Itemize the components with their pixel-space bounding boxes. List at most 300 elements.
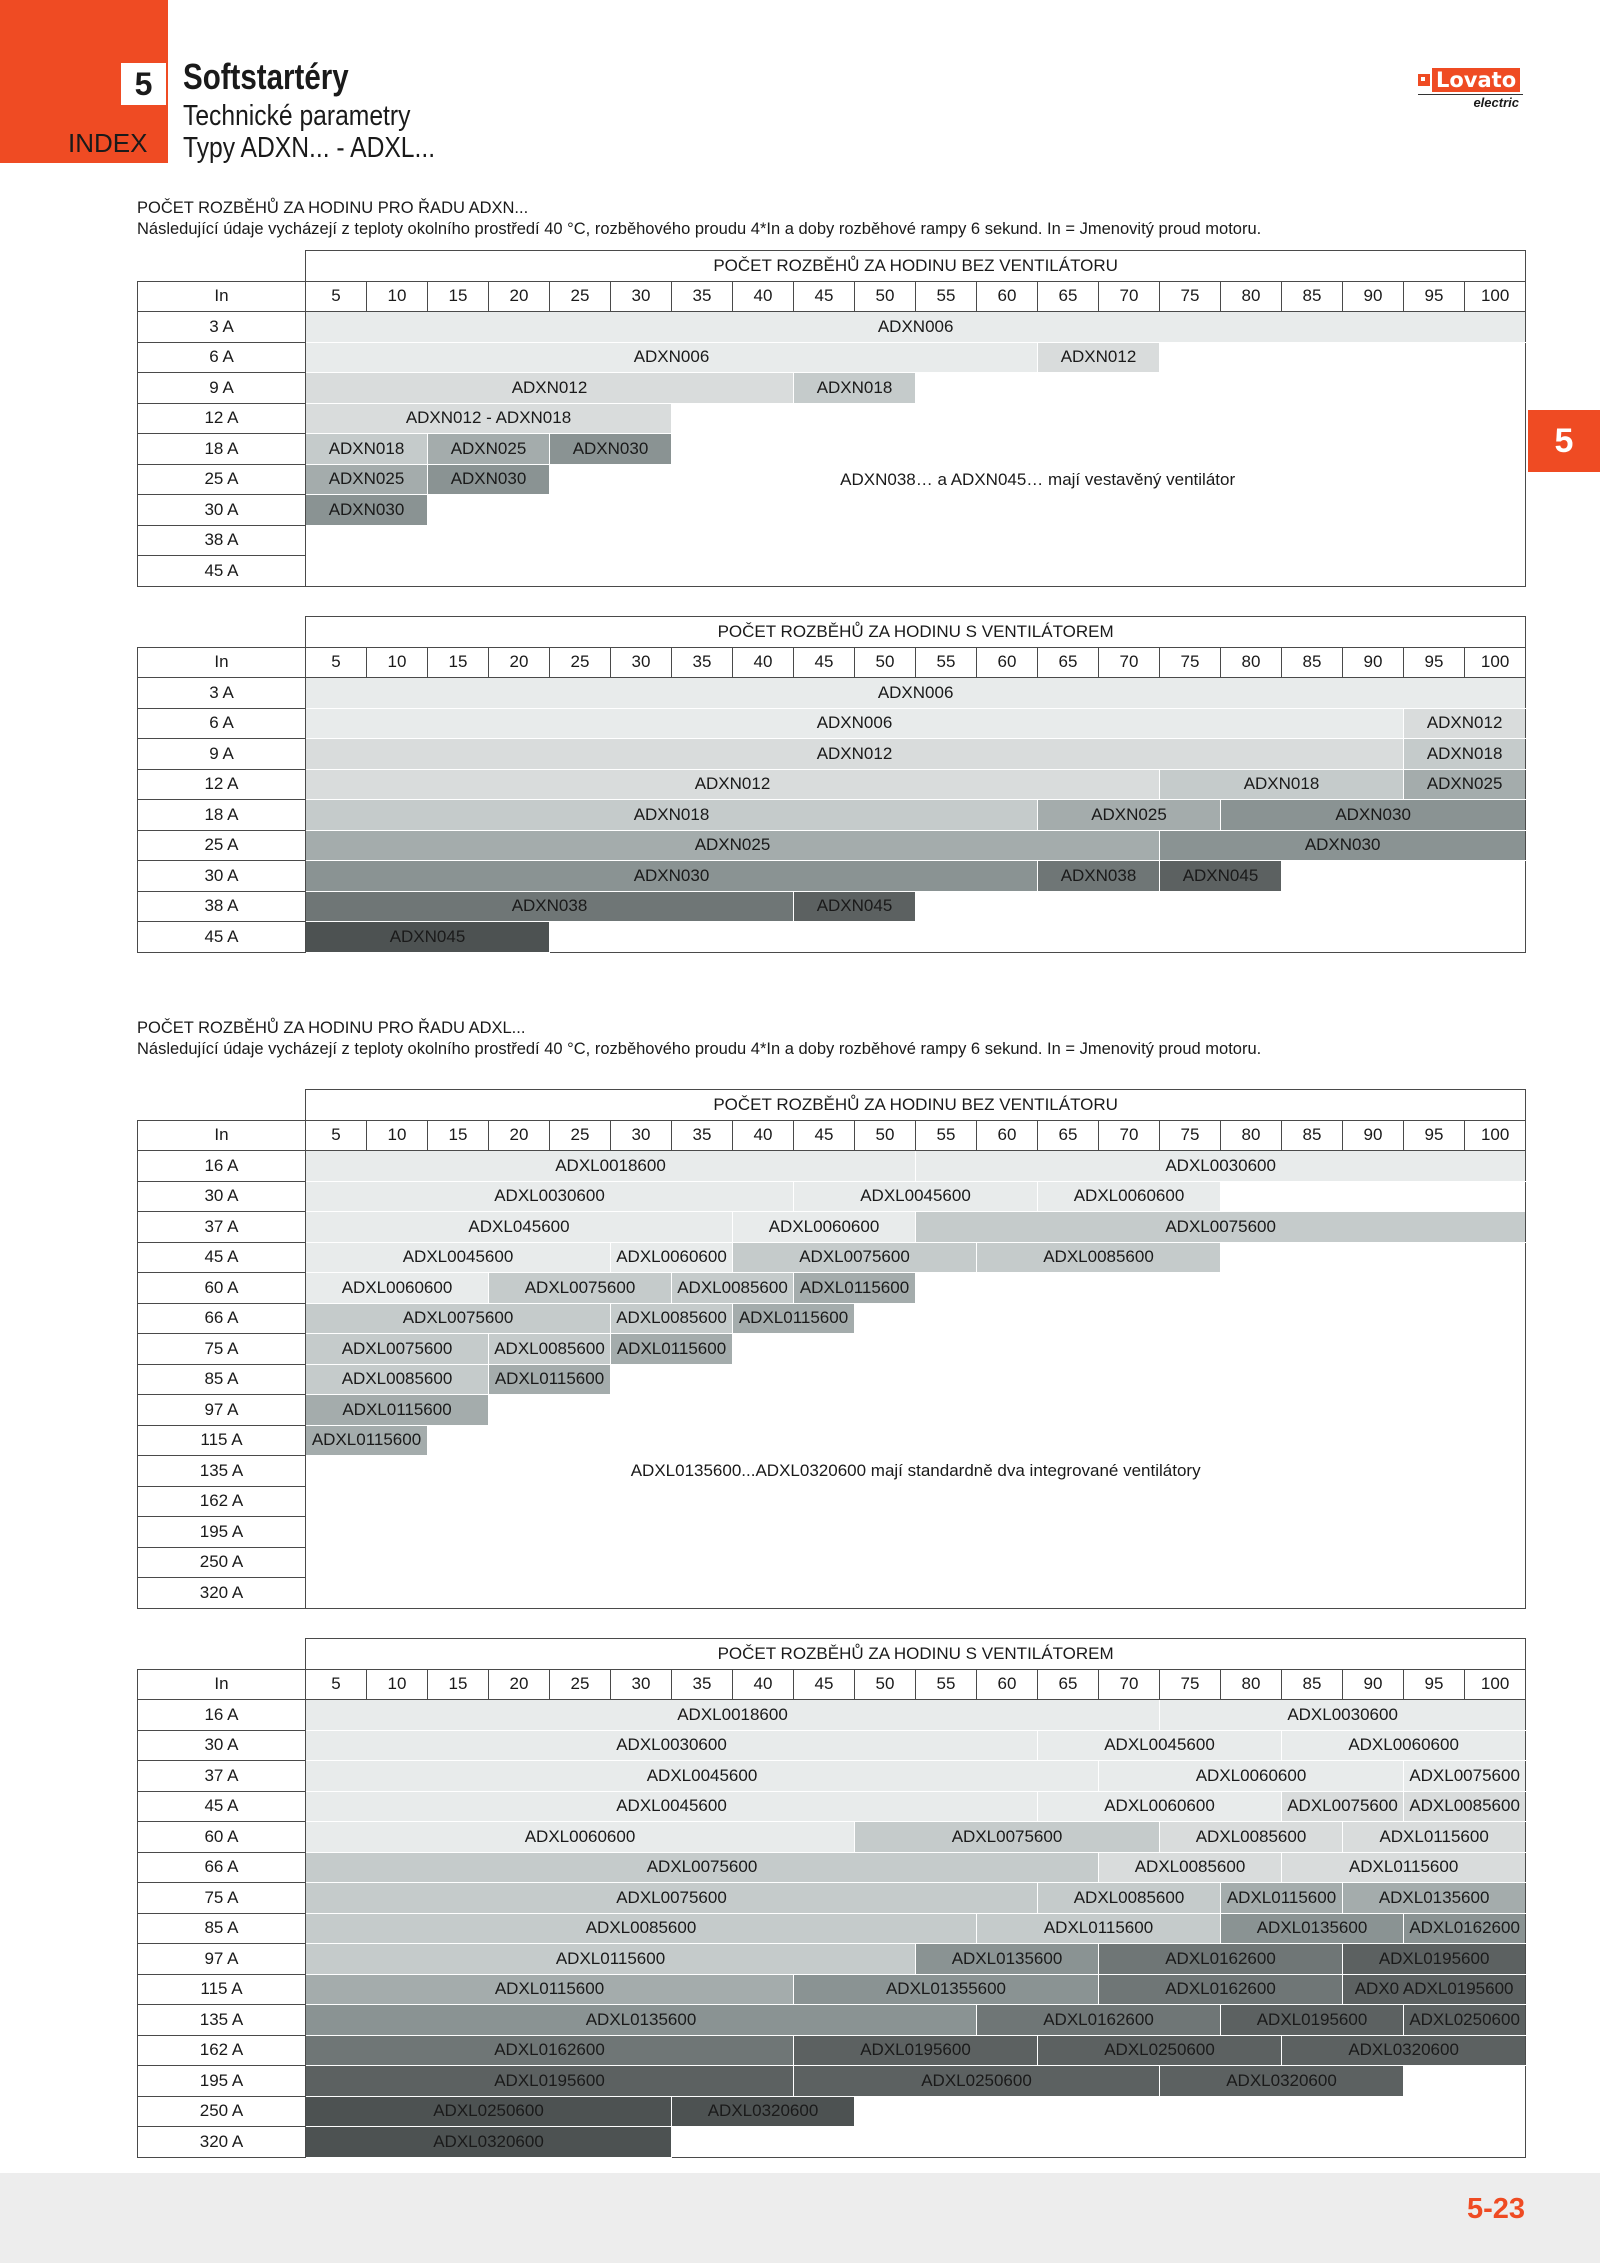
row-current-label: 45 A [138,556,306,587]
row-current-label: 195 A [138,1517,306,1548]
empty-cell [1404,2066,1526,2097]
model-cell: ADXL0195600 [1343,1944,1526,1975]
model-cell: ADXL0115600 [733,1303,855,1334]
page-title: Softstartéry [183,56,349,97]
model-cell: ADXL0162600 [306,2035,794,2066]
empty-cell [306,556,1526,587]
table-row [138,1974,1526,2005]
model-cell: ADXL0250600 [794,2066,1160,2097]
empty-cell [672,403,1526,434]
empty-cell [306,1547,1526,1578]
model-cell: ADXL0135600 [1221,1913,1404,1944]
empty-cell [672,2127,1526,2158]
row-current-label: 3 A [138,312,306,343]
model-cell: ADXN038 [1038,861,1160,892]
starts-column-header: 85 [1282,1669,1343,1700]
in-column-header: In [138,647,306,678]
model-cell: ADXL0060600 [1099,1761,1404,1792]
model-cell: ADXL01355600 [794,1974,1099,2005]
table-row [138,1883,1526,1914]
table-row [138,312,1526,343]
model-cell: ADXN025 [1038,800,1221,831]
model-cell: ADXL0030600 [916,1151,1526,1182]
model-cell: ADXL0045600 [1038,1730,1282,1761]
row-current-label: 18 A [138,800,306,831]
row-current-label: 16 A [138,1700,306,1731]
starts-column-header: 20 [489,1669,550,1700]
row-current-label: 75 A [138,1334,306,1365]
model-cell: ADXL0250600 [306,2096,672,2127]
model-cell: ADXL0060600 [1038,1181,1221,1212]
model-cell: ADXL0115600 [1221,1883,1343,1914]
in-column-header: In [138,1669,306,1700]
model-cell: ADXL0075600 [916,1212,1526,1243]
model-cell: ADXL0030600 [1160,1700,1526,1731]
starts-column-header: 50 [855,1669,916,1700]
starts-column-header: 40 [733,281,794,312]
starts-column-header: 100 [1465,1120,1526,1151]
starts-column-header: 75 [1160,647,1221,678]
starts-column-header: 30 [611,647,672,678]
model-cell: ADXN012 [1038,342,1160,373]
model-cell: ADXL0085600 [489,1334,611,1365]
model-cell: ADXL0075600 [306,1303,611,1334]
table-row [138,1852,1526,1883]
starts-column-header: 80 [1221,1120,1282,1151]
model-cell: ADXL0075600 [1282,1791,1404,1822]
model-cell: ADXL0085600 [977,1242,1221,1273]
starts-column-header: 60 [977,647,1038,678]
model-cell: ADXL0320600 [1282,2035,1526,2066]
model-cell: ADXL0085600 [306,1364,489,1395]
starts-column-header: 75 [1160,1669,1221,1700]
row-current-label: 66 A [138,1852,306,1883]
model-cell: ADXL0162600 [1099,1944,1343,1975]
row-current-label: 9 A [138,739,306,770]
starts-column-header: 80 [1221,1669,1282,1700]
table-row [138,2005,1526,2036]
model-cell: ADXL0115600 [794,1273,916,1304]
model-cell: ADXN045 [794,891,916,922]
starts-column-header: 70 [1099,1669,1160,1700]
starts-column-header: 50 [855,281,916,312]
table-corner [138,1639,306,1670]
table-row [138,1486,1526,1517]
starts-column-header: 90 [1343,1120,1404,1151]
model-cell: ADXL0135600 [916,1944,1099,1975]
row-current-label: 38 A [138,525,306,556]
model-cell: ADXN012 [306,373,794,404]
empty-cell [428,1425,1526,1456]
starts-column-header: 90 [1343,1669,1404,1700]
empty-cell [916,1273,1526,1304]
model-cell: ADXN025 [306,464,428,495]
starts-column-header: 25 [550,1120,611,1151]
table-row [138,1822,1526,1853]
starts-column-header: 45 [794,647,855,678]
model-cell: ADXL0085600 [1099,1852,1282,1883]
model-cell: ADXL0030600 [306,1181,794,1212]
starts-column-header: 80 [1221,281,1282,312]
starts-column-header: 35 [672,647,733,678]
starts-column-header: 15 [428,281,489,312]
starts-column-header: 25 [550,647,611,678]
starts-column-header: 30 [611,281,672,312]
model-cell: ADXL0115600 [306,1425,428,1456]
table-row [138,1181,1526,1212]
table-header-row [138,647,1526,678]
row-current-label: 250 A [138,2096,306,2127]
model-cell: ADXL0085600 [1160,1822,1343,1853]
model-cell: ADXN012 - ADXN018 [306,403,672,434]
model-cell: ADXL0115600 [1282,1852,1526,1883]
row-current-label: 60 A [138,1822,306,1853]
model-cell: ADXL0162600 [1099,1974,1343,2005]
model-cell: ADXL0250600 [1404,2005,1526,2036]
starts-column-header: 30 [611,1669,672,1700]
adxl-heading: POČET ROZBĚHŮ ZA HODINU PRO ŘADU ADXL... [137,1019,526,1037]
model-cell: ADXL0075600 [855,1822,1160,1853]
table-row [138,1334,1526,1365]
row-current-label: 45 A [138,1242,306,1273]
starts-column-header: 45 [794,1669,855,1700]
chapter-number: 5 [121,63,166,105]
empty-cell [611,1364,1526,1395]
model-cell: ADXL0060600 [306,1822,855,1853]
empty-cell [1282,861,1526,892]
adxn-intro [137,198,1261,240]
subtitle-line-2: Typy ADXN... - ADXL... [183,132,436,164]
empty-cell [306,1486,1526,1517]
model-cell: ADXN030 [550,434,672,465]
table-corner [138,251,306,282]
model-cell: ADXL0045600 [306,1791,1038,1822]
starts-column-header: 25 [550,1669,611,1700]
table-corner [138,1090,306,1121]
row-current-label: 30 A [138,861,306,892]
starts-column-header: 35 [672,1669,733,1700]
table-row [138,1425,1526,1456]
table-row [138,1456,1526,1487]
table-row [138,495,1526,526]
adxn-heading: POČET ROZBĚHŮ ZA HODINU PRO ŘADU ADXN... [137,199,529,217]
table-row [138,1517,1526,1548]
row-current-label: 85 A [138,1364,306,1395]
in-column-header: In [138,1120,306,1151]
starts-column-header: 20 [489,281,550,312]
table-row [138,342,1526,373]
starts-column-header: 50 [855,1120,916,1151]
model-cell: ADXN018 [306,800,1038,831]
table-row [138,1547,1526,1578]
model-cell: ADXN018 [1160,769,1404,800]
table-row [138,800,1526,831]
lovato-logo [1418,68,1523,114]
starts-column-header: 10 [367,647,428,678]
row-current-label: 115 A [138,1974,306,2005]
model-cell: ADXL0085600 [306,1913,977,1944]
table-row [138,1395,1526,1426]
row-current-label: 6 A [138,708,306,739]
model-cell: ADXL0030600 [306,1730,1038,1761]
starts-column-header: 60 [977,1120,1038,1151]
table-title-row [138,617,1526,648]
empty-cell [1221,1242,1526,1273]
model-cell: ADXL0085600 [1404,1791,1526,1822]
model-cell: ADXL0060600 [1038,1791,1282,1822]
table-header-row [138,1120,1526,1151]
starts-column-header: 90 [1343,647,1404,678]
model-cell: ADXL0060600 [1282,1730,1526,1761]
model-cell: ADXN018 [794,373,916,404]
table-row [138,891,1526,922]
model-cell: ADXN030 [1160,830,1526,861]
model-cell: ADXN030 [306,495,428,526]
model-cell: ADXL0075600 [733,1242,977,1273]
row-current-label: 45 A [138,1791,306,1822]
model-cell: ADXN012 [306,769,1160,800]
starts-column-header: 10 [367,1669,428,1700]
adxl-description: Následující údaje vycházejí z teploty okolního prostředí 40 °C, rozběhového proudu 4*In a doby rozběhové rampy 6 sekund. In = Jmenovitý proud motoru. [137,1040,1262,1058]
starts-column-header: 60 [977,281,1038,312]
starts-column-header: 65 [1038,1669,1099,1700]
model-cell: ADX0 ADXL0195600 [1343,1974,1526,2005]
starts-column-header: 40 [733,647,794,678]
starts-column-header: 95 [1404,1120,1465,1151]
row-current-label: 115 A [138,1425,306,1456]
table-note: ADXN038… a ADXN045… mají vestavěný ventilátor [550,464,1526,495]
starts-column-header: 10 [367,1120,428,1151]
model-cell: ADXL0250600 [1038,2035,1282,2066]
row-current-label: 18 A [138,434,306,465]
subtitle-line-1: Technické parametry [183,100,411,132]
model-cell: ADXN006 [306,708,1404,739]
model-cell: ADXL0135600 [306,2005,977,2036]
table-title: POČET ROZBĚHŮ ZA HODINU S VENTILÁTOREM [306,617,1526,648]
row-current-label: 30 A [138,495,306,526]
starts-column-header: 65 [1038,1120,1099,1151]
footer-bar [0,2173,1600,2263]
model-cell: ADXL0195600 [306,2066,794,2097]
starts-column-header: 70 [1099,281,1160,312]
row-current-label: 66 A [138,1303,306,1334]
model-cell: ADXN045 [306,922,550,953]
row-current-label: 60 A [138,1273,306,1304]
empty-cell [672,434,1526,465]
model-cell: ADXN025 [1404,769,1526,800]
table-row [138,2096,1526,2127]
model-cell: ADXL0075600 [489,1273,672,1304]
starts-column-header: 85 [1282,647,1343,678]
row-current-label: 45 A [138,922,306,953]
model-cell: ADXL0115600 [977,1913,1221,1944]
row-current-label: 85 A [138,1913,306,1944]
table-row [138,769,1526,800]
starts-column-header: 55 [916,281,977,312]
model-cell: ADXL0195600 [794,2035,1038,2066]
model-cell: ADXN012 [1404,708,1526,739]
table-row [138,525,1526,556]
table-row [138,2127,1526,2158]
model-cell: ADXL0075600 [306,1852,1099,1883]
table-corner [138,617,306,648]
adxl-table-with-fan [137,1638,1526,2158]
empty-cell [489,1395,1526,1426]
adxl-intro [137,1018,1261,1060]
model-cell: ADXN030 [306,861,1038,892]
row-current-label: 320 A [138,2127,306,2158]
starts-column-header: 55 [916,647,977,678]
model-cell: ADXL0115600 [611,1334,733,1365]
starts-column-header: 95 [1404,1669,1465,1700]
table-row [138,1913,1526,1944]
starts-column-header: 75 [1160,281,1221,312]
starts-column-header: 5 [306,281,367,312]
starts-column-header: 80 [1221,647,1282,678]
model-cell: ADXN018 [306,434,428,465]
model-cell: ADXL0320600 [672,2096,855,2127]
logo-mark-icon [1418,74,1430,86]
table-row [138,403,1526,434]
table-row [138,678,1526,709]
model-cell: ADXN030 [428,464,550,495]
row-current-label: 3 A [138,678,306,709]
starts-column-header: 60 [977,1669,1038,1700]
starts-column-header: 90 [1343,281,1404,312]
model-cell: ADXN006 [306,678,1526,709]
starts-column-header: 35 [672,1120,733,1151]
model-cell: ADXL045600 [306,1212,733,1243]
starts-column-header: 10 [367,281,428,312]
logo-name: Lovato [1432,68,1520,92]
starts-column-header: 70 [1099,647,1160,678]
starts-column-header: 20 [489,1120,550,1151]
starts-column-header: 5 [306,1120,367,1151]
table-row [138,1761,1526,1792]
table-row [138,861,1526,892]
starts-column-header: 100 [1465,1669,1526,1700]
table-row [138,922,1526,953]
model-cell: ADXL0320600 [306,2127,672,2158]
table-row [138,464,1526,495]
model-cell: ADXL0018600 [306,1151,916,1182]
table-row [138,2066,1526,2097]
table-row [138,1242,1526,1273]
starts-column-header: 65 [1038,281,1099,312]
row-current-label: 37 A [138,1761,306,1792]
starts-column-header: 15 [428,1120,489,1151]
table-row [138,1151,1526,1182]
starts-column-header: 85 [1282,1120,1343,1151]
model-cell: ADXN006 [306,312,1526,343]
row-current-label: 250 A [138,1547,306,1578]
table-row [138,739,1526,770]
empty-cell [1160,342,1526,373]
row-current-label: 37 A [138,1212,306,1243]
table-header-row [138,1669,1526,1700]
table-row [138,2035,1526,2066]
starts-column-header: 65 [1038,647,1099,678]
model-cell: ADXN018 [1404,739,1526,770]
starts-column-header: 30 [611,1120,672,1151]
empty-cell [855,1303,1526,1334]
adxn-table-with-fan [137,616,1526,953]
table-title-row [138,251,1526,282]
model-cell: ADXL0045600 [794,1181,1038,1212]
empty-cell [306,1517,1526,1548]
model-cell: ADXL0320600 [1160,2066,1404,2097]
starts-column-header: 35 [672,281,733,312]
table-title: POČET ROZBĚHŮ ZA HODINU BEZ VENTILÁTORU [306,251,1526,282]
row-current-label: 195 A [138,2066,306,2097]
model-cell: ADXN030 [1221,800,1526,831]
row-current-label: 30 A [138,1181,306,1212]
starts-column-header: 95 [1404,281,1465,312]
starts-column-header: 85 [1282,281,1343,312]
starts-column-header: 5 [306,647,367,678]
row-current-label: 12 A [138,403,306,434]
model-cell: ADXL0135600 [1343,1883,1526,1914]
table-row [138,1944,1526,1975]
row-current-label: 9 A [138,373,306,404]
table-row [138,1700,1526,1731]
adxl-table-no-fan [137,1089,1526,1609]
empty-cell [733,1334,1526,1365]
model-cell: ADXN025 [306,830,1160,861]
starts-column-header: 25 [550,281,611,312]
row-current-label: 135 A [138,2005,306,2036]
table-title-row [138,1639,1526,1670]
row-current-label: 6 A [138,342,306,373]
model-cell: ADXL0115600 [489,1364,611,1395]
starts-column-header: 55 [916,1120,977,1151]
logo-subtitle: electric [1418,94,1523,110]
model-cell: ADXL0075600 [1404,1761,1526,1792]
row-current-label: 16 A [138,1151,306,1182]
starts-column-header: 55 [916,1669,977,1700]
empty-cell [916,891,1526,922]
empty-cell [306,525,1526,556]
model-cell: ADXL0085600 [672,1273,794,1304]
model-cell: ADXL0195600 [1221,2005,1404,2036]
model-cell: ADXL0115600 [306,1395,489,1426]
empty-cell [855,2096,1526,2127]
starts-column-header: 45 [794,281,855,312]
starts-column-header: 15 [428,647,489,678]
starts-column-header: 40 [733,1120,794,1151]
adxn-table-no-fan [137,250,1526,587]
row-current-label: 75 A [138,1883,306,1914]
in-column-header: In [138,281,306,312]
model-cell: ADXL0115600 [306,1944,916,1975]
model-cell: ADXL0045600 [306,1242,611,1273]
chapter-side-tab[interactable]: 5 [1528,410,1600,472]
index-link[interactable]: INDEX [68,128,148,158]
row-current-label: 320 A [138,1578,306,1609]
model-cell: ADXL0060600 [733,1212,916,1243]
model-cell: ADXN045 [1160,861,1282,892]
table-row [138,373,1526,404]
table-row [138,1273,1526,1304]
starts-column-header: 20 [489,647,550,678]
starts-column-header: 75 [1160,1120,1221,1151]
model-cell: ADXN038 [306,891,794,922]
model-cell: ADXL0085600 [611,1303,733,1334]
empty-cell [916,373,1526,404]
model-cell: ADXL0115600 [306,1974,794,2005]
row-current-label: 97 A [138,1944,306,1975]
model-cell: ADXL0060600 [306,1273,489,1304]
